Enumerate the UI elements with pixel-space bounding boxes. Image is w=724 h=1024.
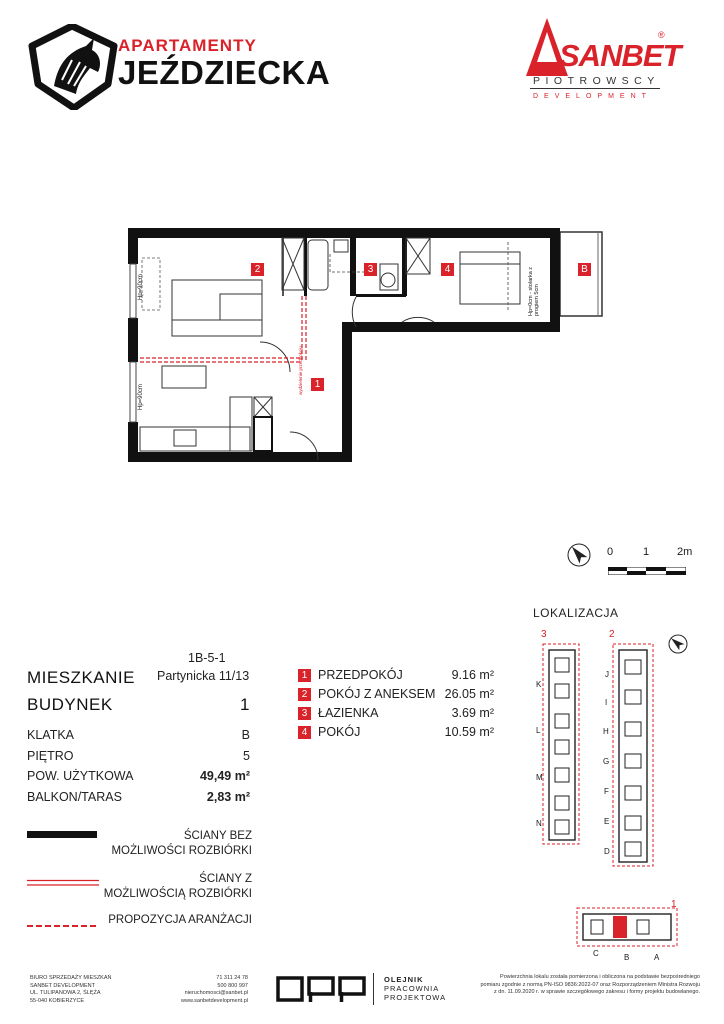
scale-bar bbox=[608, 562, 686, 580]
window-note: Hp=90cm bbox=[138, 384, 144, 410]
location-letter: A bbox=[654, 953, 660, 962]
apartment-code: 1B-5-1 bbox=[188, 651, 226, 665]
developer-divider bbox=[530, 88, 660, 89]
horse-logo bbox=[28, 24, 118, 115]
room-number: 3 bbox=[298, 707, 311, 720]
legend-solid-line2: MOŻLIWOŚCI ROZBIÓRKI bbox=[111, 845, 252, 857]
floor-plan bbox=[120, 222, 620, 477]
legal-note-line: pomiaru zgodnie z normą PN-ISO 9836:2022-07 oraz Rozporządzeniem Ministra Rozwoju bbox=[480, 981, 700, 988]
location-letter: L bbox=[536, 726, 541, 735]
info-row-value: B bbox=[241, 728, 250, 742]
legal-note bbox=[470, 974, 700, 997]
room-name: ŁAZIENKA bbox=[318, 706, 379, 720]
window-note: Hp=90cm bbox=[138, 274, 144, 300]
info-row-value: 5 bbox=[243, 749, 250, 763]
location-letter: M bbox=[536, 773, 543, 782]
brand-title: JEŹDZIECKA bbox=[118, 54, 331, 91]
scale-tick-1: 1 bbox=[643, 546, 650, 558]
location-letter: I bbox=[605, 698, 608, 707]
contact-info bbox=[180, 975, 248, 1005]
location-title: LOKALIZACJA bbox=[533, 606, 619, 620]
location-building-1-label: 1 bbox=[671, 899, 677, 910]
room-area: 26.05 m² bbox=[444, 687, 494, 701]
sales-office-line: 55-040 KOBIERZYCE bbox=[30, 997, 85, 1004]
website[interactable]: www.sanbetdevelopment.pl bbox=[181, 997, 248, 1004]
legend-dashed-text: PROPOZYCJA ARANŻACJI bbox=[108, 914, 252, 926]
info-row-label: BALKON/TARAS bbox=[27, 790, 122, 804]
location-letter: J bbox=[605, 670, 609, 679]
plan-room-label: B bbox=[578, 263, 591, 276]
info-row-value: 2,83 m² bbox=[206, 790, 250, 804]
email[interactable]: nieruchomosci@sanbet.pl bbox=[184, 990, 248, 996]
info-row-label: KLATKA bbox=[27, 728, 75, 742]
room-name: POKÓJ Z ANEKSEM bbox=[318, 687, 436, 701]
north-arrow-icon bbox=[566, 542, 592, 573]
opp-divider bbox=[373, 973, 374, 1005]
scale-tick-2: 2m bbox=[677, 546, 693, 558]
room-name: PRZEDPOKÓJ bbox=[318, 668, 403, 682]
developer-dev: DEVELOPMENT bbox=[533, 93, 652, 100]
scale-tick-0: 0 bbox=[607, 546, 614, 558]
opp-line: PROJEKTOWA bbox=[384, 993, 447, 1002]
legend-double-text bbox=[82, 872, 252, 902]
room-area: 3.69 m² bbox=[451, 706, 494, 720]
plan-room-label: 2 bbox=[251, 263, 264, 276]
opp-line: PRACOWNIA bbox=[384, 984, 440, 993]
plan-room-label: 1 bbox=[311, 378, 324, 391]
developer-sub: PIOTROWSCY bbox=[533, 75, 660, 87]
room-number: 1 bbox=[298, 669, 311, 682]
room-area: 9.16 m² bbox=[451, 668, 494, 682]
legal-note-line: Powierzchnia lokalu została pomierzona i obliczona na podstawie bezpośredniego bbox=[500, 974, 700, 980]
sales-office bbox=[30, 975, 112, 1005]
plan-room-label: 3 bbox=[364, 263, 377, 276]
plan-room-label: 4 bbox=[441, 263, 454, 276]
location-letter: B bbox=[624, 953, 630, 962]
opp-studio-name bbox=[384, 975, 446, 1002]
legend-solid-line1: ŚCIANY BEZ bbox=[183, 830, 252, 842]
room-number: 2 bbox=[298, 688, 311, 701]
room-area: 10.59 m² bbox=[444, 725, 494, 739]
dashed-wall-note: wydzielenie przedpokoju bbox=[298, 345, 303, 395]
location-letter: K bbox=[536, 680, 542, 689]
sales-office-line: BIURO SPRZEDAŻY MIESZKAŃ bbox=[30, 975, 112, 981]
room-number: 4 bbox=[298, 726, 311, 739]
room-name: POKÓJ bbox=[318, 725, 361, 739]
legend-double-line2: MOŻLIWOŚCIĄ ROZBIÓRKI bbox=[103, 888, 252, 900]
info-row-label: PIĘTRO bbox=[27, 749, 74, 763]
budynek-label: BUDYNEK bbox=[27, 695, 113, 714]
location-letter: N bbox=[536, 819, 542, 828]
location-letter: E bbox=[604, 817, 610, 826]
location-letter: H bbox=[603, 727, 609, 736]
info-row-label: POW. UŻYTKOWA bbox=[27, 769, 134, 783]
location-building-3-label: 3 bbox=[541, 629, 547, 640]
sales-office-line: UL. TULIPANOWA 2, ŚLĘŻA bbox=[30, 990, 101, 996]
location-letter: G bbox=[603, 757, 610, 766]
location-building-2-label: 2 bbox=[609, 629, 615, 640]
sales-office-line: SANBET DEVELOPMENT bbox=[30, 982, 95, 989]
budynek-value: 1 bbox=[240, 695, 250, 714]
mieszkanie-label: MIESZKANIE bbox=[27, 668, 135, 687]
window-note: Hp=0cm - stolarka z progiem 5cm bbox=[528, 266, 540, 316]
phone-2: 500 800 997 bbox=[217, 982, 248, 989]
opp-logo bbox=[276, 976, 366, 1007]
opp-line: OLEJNIK bbox=[384, 975, 424, 984]
legal-note-line: z dn. 11.09.2020 r. w sprawie szczegółowego zakresu i formy projektu budowlanego. bbox=[494, 989, 700, 995]
registered-mark: ® bbox=[658, 30, 665, 40]
address: Partynicka 11/13 bbox=[157, 669, 250, 683]
brand-small-text: APARTAMENTY bbox=[118, 36, 257, 55]
location-letter: C bbox=[593, 949, 599, 958]
location-letter: F bbox=[604, 787, 609, 796]
developer-name: SANBET bbox=[559, 38, 681, 73]
location-site-map bbox=[527, 636, 687, 961]
info-row-value: 49,49 m² bbox=[199, 769, 250, 783]
legend-double-line1: ŚCIANY Z bbox=[199, 873, 252, 885]
legend-solid-text bbox=[82, 829, 252, 859]
phone-1: 71 311 24 78 bbox=[216, 975, 248, 981]
location-letter: D bbox=[604, 847, 610, 856]
